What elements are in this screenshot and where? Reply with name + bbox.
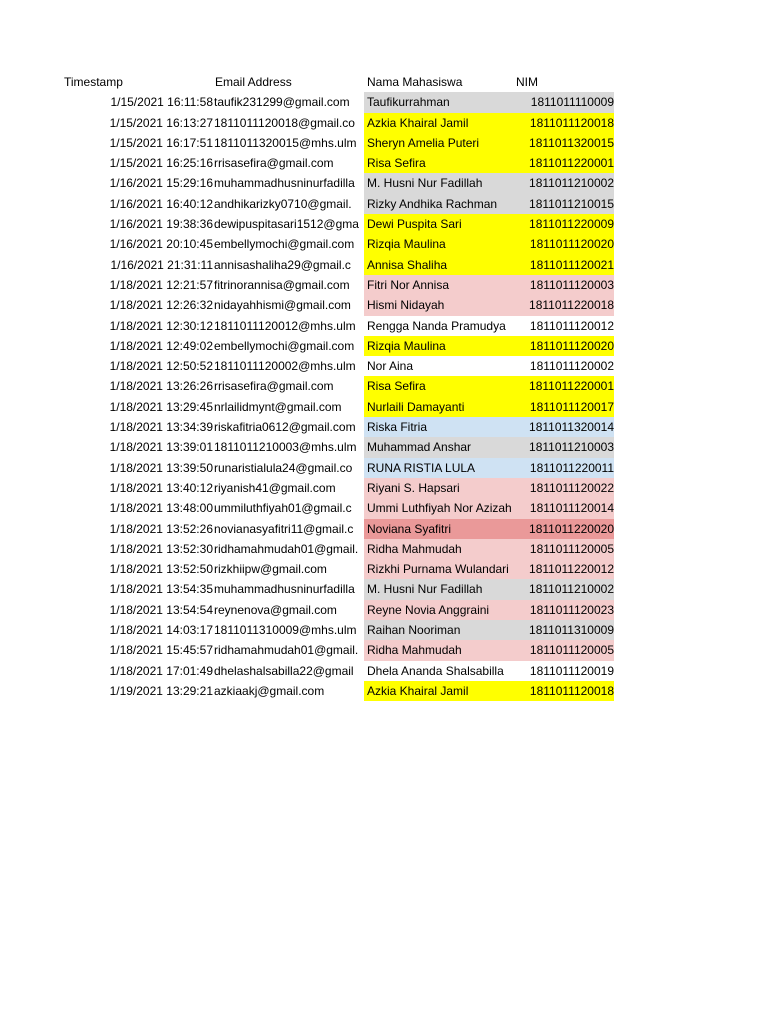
cell-nim[interactable]: 1811011120019 [514, 661, 614, 681]
cell-nim[interactable]: 1811011220011 [514, 458, 614, 478]
cell-name[interactable]: Nor Aina [364, 356, 514, 376]
cell-name[interactable]: Riska Fitria [364, 417, 514, 437]
cell-name[interactable]: Rizqia Maulina [364, 336, 514, 356]
cell-nim[interactable]: 1811011110009 [514, 92, 614, 112]
cell-email[interactable]: rizkhiipw@gmail.com [214, 562, 327, 577]
cell-nim[interactable]: 1811011210002 [514, 579, 614, 599]
table-row [62, 498, 614, 518]
cell-nim[interactable]: 1811011120022 [514, 478, 614, 498]
cell-name[interactable]: Riyani S. Hapsari [364, 478, 514, 498]
cell-timestamp[interactable]: 1/16/2021 16:40:12 [109, 196, 213, 211]
header-email[interactable]: Email Address [215, 75, 292, 89]
cell-email[interactable]: annisashaliha29@gmail.c [214, 257, 351, 272]
table-row [62, 437, 614, 457]
header-row [62, 72, 614, 92]
cell-email[interactable]: taufik231299@gmail.com [214, 95, 350, 110]
cell-nim[interactable]: 1811011120020 [514, 234, 614, 254]
cell-name[interactable]: Annisa Shaliha [364, 255, 514, 275]
cell-name[interactable]: RUNA RISTIA LULA [364, 458, 514, 478]
table-row [62, 133, 614, 153]
cell-nim[interactable]: 1811011120002 [514, 356, 614, 376]
cell-email[interactable]: ridhamahmudah01@gmail. [214, 541, 359, 556]
header-timestamp[interactable]: Timestamp [64, 75, 123, 89]
cell-name[interactable]: Rengga Nanda Pramudya [364, 316, 514, 336]
cell-name[interactable]: Rizky Andhika Rachman [364, 194, 514, 214]
cell-email[interactable]: nrlailidmynt@gmail.com [214, 399, 342, 414]
cell-timestamp[interactable]: 1/16/2021 20:10:45 [109, 237, 213, 252]
table-row [62, 92, 614, 112]
cell-nim[interactable]: 1811011120017 [514, 397, 614, 417]
cell-email[interactable]: dhelashalsabilla22@gmail [214, 663, 354, 678]
cell-email[interactable]: embellymochi@gmail.com [214, 338, 355, 353]
cell-nim[interactable]: 1811011220020 [514, 519, 614, 539]
cell-timestamp[interactable]: 1/18/2021 13:52:50 [109, 562, 213, 577]
table-row [62, 661, 614, 681]
cell-name[interactable]: Ridha Mahmudah [364, 640, 514, 660]
table-row [62, 539, 614, 559]
cell-nim[interactable]: 1811011210002 [514, 173, 614, 193]
table-row [62, 600, 614, 620]
cell-name[interactable]: Fitri Nor Annisa [364, 275, 514, 295]
table-row [62, 579, 614, 599]
cell-timestamp[interactable]: 1/15/2021 16:11:58 [110, 95, 213, 110]
cell-timestamp[interactable]: 1/15/2021 16:17:51 [109, 135, 213, 150]
table-row [62, 173, 614, 193]
cell-email[interactable]: andhikarizky0710@gmail. [214, 196, 352, 211]
cell-email[interactable]: fitrinorannisa@gmail.com [214, 277, 350, 292]
cell-timestamp[interactable]: 1/18/2021 13:34:39 [109, 420, 213, 435]
cell-name[interactable]: Raihan Nooriman [364, 620, 514, 640]
cell-name[interactable]: Sheryn Amelia Puteri [364, 133, 514, 153]
cell-name[interactable]: Ummi Luthfiyah Nor Azizah [364, 498, 514, 518]
cell-timestamp[interactable]: 1/18/2021 14:03:17 [109, 623, 213, 638]
cell-name[interactable]: Risa Sefira [364, 376, 514, 396]
table-row [62, 681, 614, 701]
cell-timestamp[interactable]: 1/18/2021 13:48:00 [109, 501, 213, 516]
cell-nim[interactable]: 1811011120005 [514, 640, 614, 660]
table-row [62, 295, 614, 315]
cell-timestamp[interactable]: 1/18/2021 12:50:52 [109, 359, 213, 374]
cell-email[interactable]: 1811011210003@mhs.ulm [214, 440, 357, 455]
table-row [62, 194, 614, 214]
cell-name[interactable]: Rizkhi Purnama Wulandari [364, 559, 514, 579]
cell-nim[interactable]: 1811011120020 [514, 336, 614, 356]
table-row [62, 316, 614, 336]
cell-timestamp[interactable]: 1/18/2021 12:21:57 [109, 277, 213, 292]
cell-timestamp[interactable]: 1/18/2021 13:52:30 [109, 541, 213, 556]
header-nim[interactable]: NIM [516, 75, 538, 89]
cell-timestamp[interactable]: 1/18/2021 13:54:54 [109, 602, 213, 617]
table-body [62, 92, 614, 701]
cell-name[interactable]: M. Husni Nur Fadillah [364, 579, 514, 599]
table-row [62, 336, 614, 356]
cell-timestamp[interactable]: 1/18/2021 13:39:50 [109, 460, 213, 475]
table-row [62, 153, 614, 173]
cell-nim[interactable]: 1811011220009 [514, 214, 614, 234]
cell-name[interactable]: Muhammad Anshar [364, 437, 514, 457]
header-name[interactable]: Nama Mahasiswa [367, 75, 463, 89]
cell-email[interactable]: novianasyafitri11@gmail.c [214, 521, 354, 536]
cell-nim[interactable]: 1811011120018 [514, 681, 614, 701]
spreadsheet [62, 72, 614, 701]
table-row [62, 519, 614, 539]
table-row [62, 255, 614, 275]
cell-email[interactable]: azkiaakj@gmail.com [214, 683, 325, 698]
cell-email[interactable]: riskafitria0612@gmail.com [214, 420, 356, 435]
table-row [62, 417, 614, 437]
cell-timestamp[interactable]: 1/19/2021 13:29:21 [109, 683, 213, 698]
cell-name[interactable]: Risa Sefira [364, 153, 514, 173]
cell-email[interactable]: 1811011120012@mhs.ulm [214, 318, 356, 333]
cell-name[interactable]: Ridha Mahmudah [364, 539, 514, 559]
cell-nim[interactable]: 1811011310009 [514, 620, 614, 640]
table-row [62, 640, 614, 660]
cell-email[interactable]: ummiluthfiyah01@gmail.c [214, 501, 352, 516]
cell-email[interactable]: muhammadhusninurfadilla [214, 176, 355, 191]
cell-email[interactable]: rrisasefira@gmail.com [214, 156, 334, 171]
cell-timestamp[interactable]: 1/18/2021 15:45:57 [109, 643, 213, 658]
cell-nim[interactable]: 1811011220018 [514, 295, 614, 315]
cell-email[interactable]: embellymochi@gmail.com [214, 237, 355, 252]
cell-nim[interactable]: 1811011120021 [514, 255, 614, 275]
cell-nim[interactable]: 1811011320015 [514, 133, 614, 153]
table-row [62, 214, 614, 234]
cell-email[interactable]: rrisasefira@gmail.com [214, 379, 334, 394]
cell-name[interactable]: Dewi Puspita Sari [364, 214, 514, 234]
table-row [62, 234, 614, 254]
cell-email[interactable]: ridhamahmudah01@gmail. [214, 643, 359, 658]
cell-name[interactable]: Hismi Nidayah [364, 295, 514, 315]
cell-name[interactable]: Azkia Khairal Jamil [364, 113, 514, 133]
cell-nim[interactable]: 1811011320014 [514, 417, 614, 437]
table-row [62, 620, 614, 640]
cell-timestamp[interactable]: 1/15/2021 16:25:16 [109, 156, 213, 171]
cell-email[interactable]: reynenova@gmail.com [214, 602, 337, 617]
table-row [62, 458, 614, 478]
cell-name[interactable]: M. Husni Nur Fadillah [364, 173, 514, 193]
cell-name[interactable]: Reyne Novia Anggraini [364, 600, 514, 620]
cell-email[interactable]: dewipuspitasari1512@gma [214, 217, 359, 232]
cell-email[interactable]: 1811011320015@mhs.ulm [214, 135, 357, 150]
cell-name[interactable]: Taufikurrahman [364, 92, 514, 112]
cell-nim[interactable]: 1811011120023 [514, 600, 614, 620]
cell-nim[interactable]: 1811011220012 [514, 559, 614, 579]
cell-nim[interactable]: 1811011220001 [514, 153, 614, 173]
cell-email[interactable]: 1811011310009@mhs.ulm [214, 623, 357, 638]
cell-name[interactable]: Noviana Syafitri [364, 519, 514, 539]
cell-nim[interactable]: 1811011120005 [514, 539, 614, 559]
table-row [62, 559, 614, 579]
cell-timestamp[interactable]: 1/18/2021 17:01:49 [109, 663, 213, 678]
table-row [62, 397, 614, 417]
cell-name[interactable]: Azkia Khairal Jamil [364, 681, 514, 701]
table-row [62, 356, 614, 376]
cell-timestamp[interactable]: 1/18/2021 13:40:12 [109, 480, 213, 495]
cell-email[interactable]: muhammadhusninurfadilla [214, 582, 355, 597]
cell-timestamp[interactable]: 1/18/2021 13:52:26 [109, 521, 213, 536]
cell-name[interactable]: Rizqia Maulina [364, 234, 514, 254]
cell-timestamp[interactable]: 1/15/2021 16:13:27 [109, 115, 213, 130]
cell-email[interactable]: 1811011120018@gmail.co [214, 115, 355, 130]
table-row [62, 376, 614, 396]
cell-nim[interactable]: 1811011220001 [514, 376, 614, 396]
cell-nim[interactable]: 1811011120014 [514, 498, 614, 518]
cell-email[interactable]: riyanish41@gmail.com [214, 480, 336, 495]
cell-timestamp[interactable]: 1/16/2021 19:38:36 [109, 217, 213, 232]
table-row [62, 275, 614, 295]
cell-timestamp[interactable]: 1/18/2021 13:39:01 [109, 440, 213, 455]
table-row [62, 478, 614, 498]
cell-nim[interactable]: 1811011210015 [514, 194, 614, 214]
cell-name[interactable]: Dhela Ananda Shalsabilla [364, 661, 514, 681]
cell-nim[interactable]: 1811011120018 [514, 113, 614, 133]
cell-timestamp[interactable]: 1/18/2021 12:26:32 [109, 298, 213, 313]
cell-timestamp[interactable]: 1/18/2021 13:54:35 [109, 582, 213, 597]
cell-timestamp[interactable]: 1/18/2021 12:49:02 [109, 338, 213, 353]
cell-timestamp[interactable]: 1/18/2021 13:26:26 [109, 379, 213, 394]
cell-timestamp[interactable]: 1/18/2021 12:30:12 [109, 318, 213, 333]
cell-nim[interactable]: 1811011120012 [514, 316, 614, 336]
cell-nim[interactable]: 1811011210003 [514, 437, 614, 457]
cell-email[interactable]: runaristialula24@gmail.co [214, 460, 353, 475]
table-row [62, 113, 614, 133]
cell-timestamp[interactable]: 1/16/2021 21:31:11 [110, 257, 213, 272]
cell-timestamp[interactable]: 1/18/2021 13:29:45 [109, 399, 213, 414]
cell-name[interactable]: Nurlaili Damayanti [364, 397, 514, 417]
cell-nim[interactable]: 1811011120003 [514, 275, 614, 295]
cell-email[interactable]: 1811011120002@mhs.ulm [214, 359, 356, 374]
cell-email[interactable]: nidayahhismi@gmail.com [214, 298, 351, 313]
cell-timestamp[interactable]: 1/16/2021 15:29:16 [109, 176, 213, 191]
